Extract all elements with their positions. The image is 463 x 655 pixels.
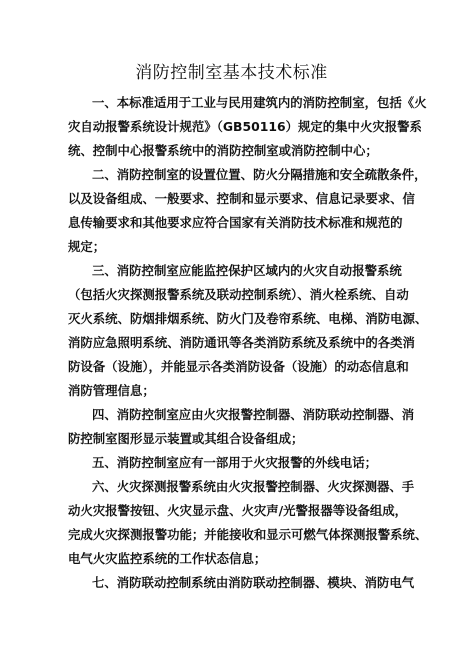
text-line: 统、控制中心报警系统中的消防控制室或消防控制中心； [68,143,378,158]
text-line: 电气火灾监控系统的工作状态信息； [68,551,267,566]
text-line: 防控制室图形显示装置或其组合设备组成； [68,431,304,446]
text-line: 六、火灾探测报警系统由火灾报警控制器、火灾探测器、手 [92,479,415,494]
document-title: 消防控制室基本技术标准 [135,63,328,83]
text-line: （包括火灾探测报警系统及联动控制系统）、消火栓系统、自动 [68,287,409,302]
text-line: 动火灾报警按钮、火灾显示盘、火灾声/光警报器等设备组成， [68,503,408,518]
text-line: 息传输要求和其他要求应符合国家有关消防技术标准和规范的 [68,215,403,230]
text-line: 灭火系统、防烟排烟系统、防火门及卷帘系统、电梯、消防电源、 [68,311,428,326]
text-line: 四、消防控制室应由火灾报警控制器、消防联动控制器、消 [92,407,415,422]
text-line: 防设备（设施），并能显示各类消防设备（设施）的动态信息和 [68,359,409,374]
text-line: 消防管理信息； [68,383,155,398]
text-line: 五、消防控制室应有一部用于火灾报警的外线电话； [92,455,377,470]
text-line: 规定； [68,239,106,254]
text-line: 灾自动报警系统设计规范》（GB50116）规定的集中火灾报警系 [68,119,422,134]
text-line: 消防应急照明系统、消防通讯等各类消防系统及系统中的各类消 [68,335,415,350]
text-line: 以及设备组成、一般要求、控制和显示要求、信息记录要求、信 [68,191,415,206]
text-line: 七、消防联动控制系统由消防联动控制器、模块、消防电气 [92,575,415,590]
text-line: 完成火灾探测报警功能；并能接收和显示可燃气体探测报警系统、 [68,527,428,542]
text-line: 二、消防控制室的设置位置、防火分隔措施和安全疏散条件， [92,167,427,182]
text-line: 三、消防控制室应能监控保护区域内的火灾自动报警系统 [92,263,402,278]
text-line: 一、本标准适用于工业与民用建筑内的消防控制室，包括《火 [92,95,427,110]
